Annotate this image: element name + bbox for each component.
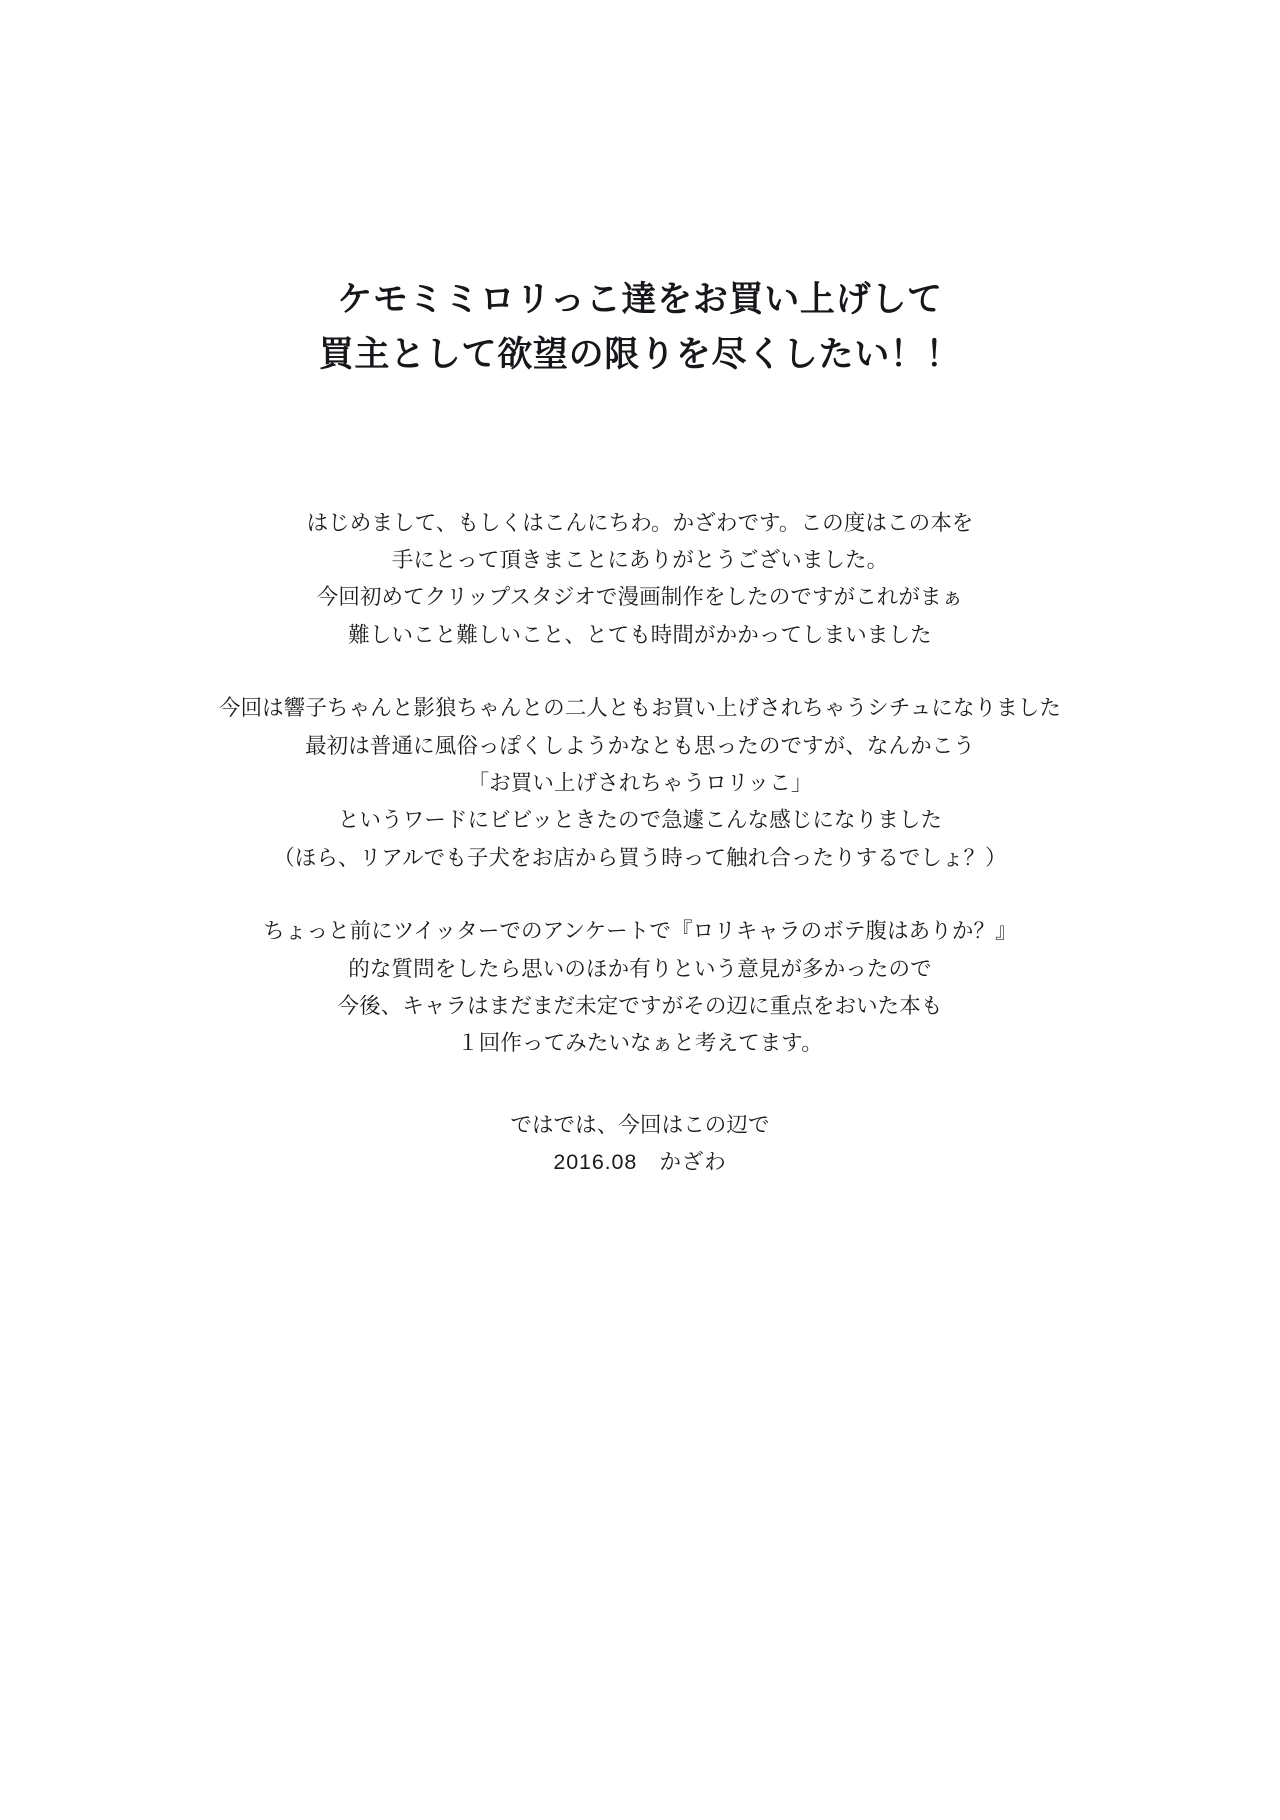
paragraph-2 [0,690,1280,877]
paragraph-1-line-4: 難しいこと難しいこと、とても時間がかかってしまいました [348,622,932,647]
afterword-block [0,272,1280,1182]
paragraph-2-line-1: 今回は響子ちゃんと影狼ちゃんとの二人ともお買い上げされちゃうシチュになりました [218,696,1062,721]
paragraph-2-line-5: （ほら、リアルでも子犬をお店から買う時って触れ合ったりするでしょ？） [273,845,1007,870]
signature-block [0,1107,1280,1182]
paragraph-2-line-4: というワードにビビッときたので急遽こんな感じになりました [337,808,943,833]
paragraph-2-line-3: 「お買い上げされちゃうロリッこ」 [467,771,813,796]
paragraph-1-line-1: はじめまして、もしくはこんにちわ。かざわです。この度はこの本を [306,510,974,535]
paragraph-2-line-2: 最初は普通に風俗っぽくしようかなとも思ったのですが、なんかこう [305,733,975,758]
page-title-line-1: ケモミミロリっこ達をお買い上げして [337,280,943,319]
afterword-body [0,505,1280,1182]
paragraph-3-line-1: ちょっと前にツイッターでのアンケートで『ロリキャラのボテ腹はありか？』 [263,919,1017,944]
signature-date: 2016.08 かざわ [553,1150,727,1175]
paragraph-3 [0,913,1280,1063]
paragraph-1-line-2: 手にとって頂きまことにありがとうございました。 [391,548,889,572]
page-title-line-2: 買主として欲望の限りを尽くしたい！！ [318,335,962,375]
paragraph-1 [0,505,1280,655]
paragraph-1-line-3: 今回初めてクリップスタジオで漫画制作をしたのですがこれがまぁ [316,585,964,610]
paragraph-3-line-3: 今後、キャラはまだまだ未定ですがその辺に重点をおいた本も [337,994,943,1019]
paragraph-3-line-2: 的な質問をしたら思いのほか有りという意見が多かったので [348,956,932,981]
closing-line: ではでは、今回はこの辺で [510,1112,770,1137]
paragraph-3-line-4: １回作ってみたいなぁと考えてます。 [457,1031,823,1056]
page-title [0,272,1280,383]
